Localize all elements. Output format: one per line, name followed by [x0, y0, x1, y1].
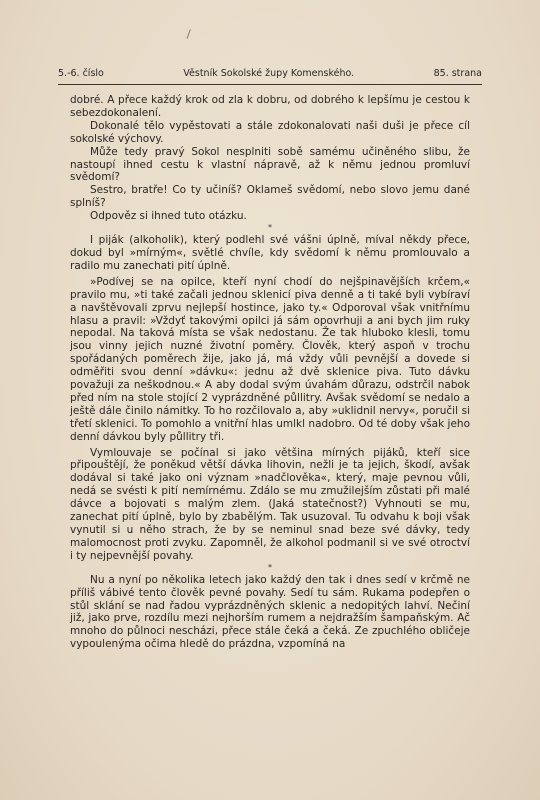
paragraph: Dokonalé tělo vypěstovati a stále zdokonalovati naši duši je přece cíl sokolské výchovy. [70, 119, 470, 145]
page-number: 85. strana [433, 68, 482, 79]
pencil-mark [187, 29, 197, 41]
paragraph: Může tedy pravý Sokol nesplniti sobě samému učiněného slibu, že nastoupí ihned cestu k vlastní nápravě, až k němu jednou promluví svědomí? [70, 145, 470, 184]
issue-number: 5.-6. číslo [58, 68, 104, 79]
section-separator: * [268, 223, 272, 233]
header-rule [58, 84, 482, 85]
running-header [58, 68, 482, 79]
paragraph: Sestro, bratře! Co ty učiníš? Oklameš svědomí, nebo slovo jemu dané splníš? [70, 184, 470, 210]
paragraph: Odpověz si ihned tuto otázku. [90, 210, 247, 223]
article-body [70, 94, 470, 651]
paragraph: »Podívej se na opilce, kteří nyní chodí do nejšpinavějších krčem,« pravilo mu, »ti také začali jednou sklenicí piva denně a ti také byli vybíraví a navštěvovali zprvu nejlepší hostince, jako ty.« Odporoval však vnitřnímu hlasu a pravil: »Vždyť takovými opilci já sám opovrhuji a ani bych jim ruky nepodal. Na taková místa se však nedostanu. Že tak hluboko klesli, tomu jsou vinny jejich nuzné životní poměry. Člověk, který aspoň v trochu spořádaných poměrech žije, jako já, má vždy vůli pevnější a dovede si odměřiti svou denní »dávku«: jednu až dvě sklenice piva. Tuto dávku považuji za neškodnou.« A aby dodal svým úvahám důrazu, odstrčil nabok před ním na stole stojící 2 vyprázdněné půllitry. Avšak svědomí se nedalo a ještě dále činilo námitky. To ho rozčilovalo a, aby »uklidnil nervy«, poručil si třetí sklenici. To pomohlo a vnitřní hlas umlkl nadobro. Od té doby však jeho denní dávkou byly půllitry tři. [70, 275, 470, 443]
paragraph: dobré. A přece každý krok od zla k dobru, od dobrého k lepšímu je cestou k sebezdokonalení. [70, 94, 470, 119]
journal-title: Věstník Sokolské župy Komenského. [183, 68, 355, 79]
paragraph: Vymlouvaje se počínal si jako většina mírných pijáků, kteří sice připouštějí, že poněkud větší dávka lihovin, nežli je ta jejich, škodí, avšak dodával si také jako oni význam »nadčlověka«, který, maje pevnou vůli, nedá se svésti k pití nemírnému. Zdálo se mu zmužilejším zůstati při malé dávce a bojovati s malým zlem. (Jaká statečnost?) Vyhnouti se mu, zanechat pití úplně, bylo by zbabělým. Tak usuzoval. Tu odvahu k boji však vynutil si u něho strach, že by se neminul snad beze své dávky, tedy malomocnost proti zvyku. Zapomněl, že alkohol podmanil si ve své otroctví i ty nejpevnější povahy. [70, 446, 470, 562]
section-separator: * [268, 562, 272, 572]
paragraph: I piják (alkoholik), který podlehl své vášni úplně, míval někdy přece, dokud byl »mírným«, světlé chvíle, kdy svědomí k němu promlouvalo a radilo mu zanechati pití úplně. [70, 234, 470, 272]
paragraph: Nu a nyní po několika letech jako každý den tak i dnes sedí v krčmě ne příliš vábivé tento člověk pevné povahy. Sedí tu sám. Rukama podepřen o stůl sklání se nad řadou vyprázdněných sklenic a nedopitých lahví. Nečiní již, jako prve, rozdílu mezi nejhorším rumem a nejdražším šampaňským. Ač mnoho do půlnoci nescházi, přece stále čeká a čeká. Ze zpuchlého obličeje vypoulenýma očima hledě do prázdna, vzpomíná na [70, 573, 470, 651]
